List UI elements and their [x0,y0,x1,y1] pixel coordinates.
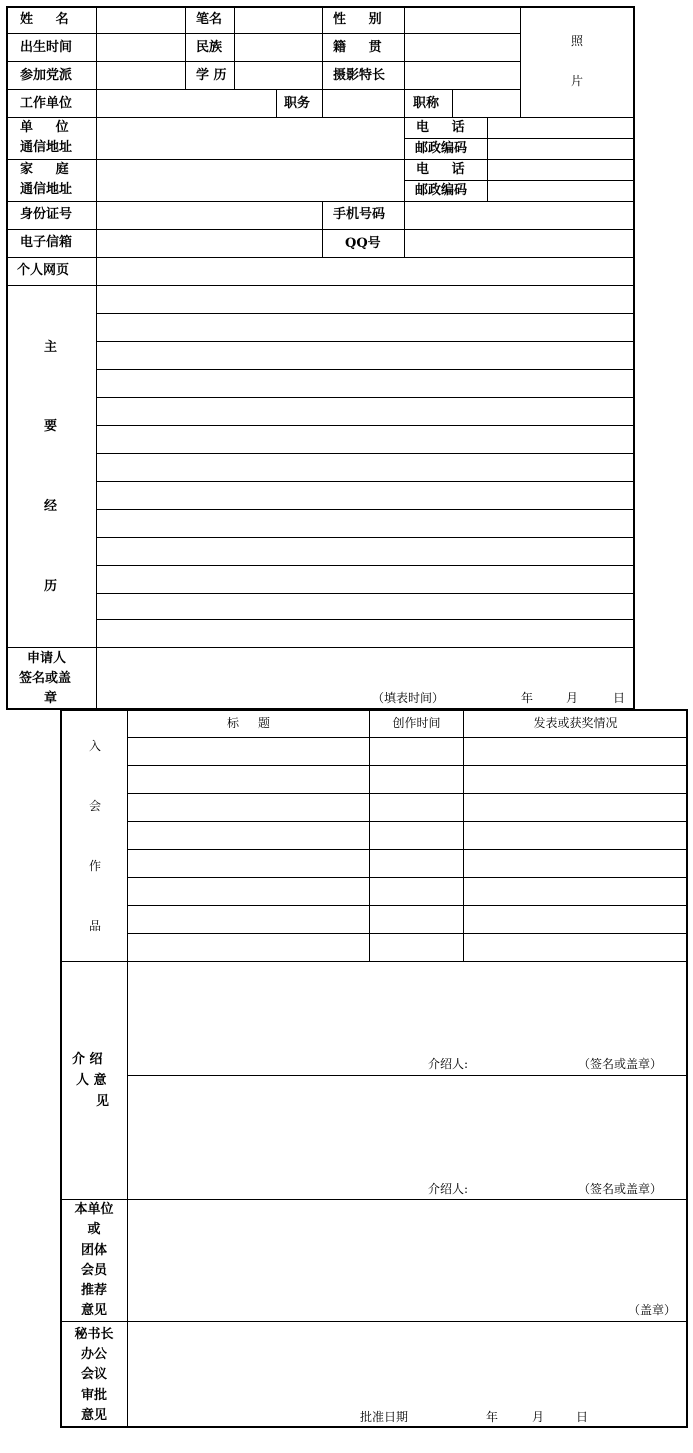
photo-label-1: 照 [571,34,584,48]
unit-recommend-label-1: 本单位 [74,1202,114,1217]
introducer-opinion-label-1: 介 绍 [72,1052,103,1067]
home-address-field[interactable] [97,160,404,201]
label-experience-1: 主 [44,340,58,355]
label-experience-3: 经 [44,499,58,514]
label-home-address-1: 家 庭 [20,162,69,177]
month-label: 月 [566,691,579,705]
introducer-opinion-label-3: 见 [96,1094,110,1109]
label-specialty: 摄影特长 [333,68,386,83]
col-divider [185,7,186,89]
sign-seal-label-2: （签名或盖章） [578,1182,663,1196]
unit-recommend-label-4: 会员 [80,1263,107,1278]
label-phone-home: 电 话 [416,162,465,177]
label-email: 电子信箱 [20,235,73,250]
works-table-body[interactable] [128,738,687,961]
label-native-place: 籍 贯 [333,40,382,55]
qq-field[interactable] [405,230,634,257]
applicant-signature-field[interactable] [97,648,367,708]
home-phone-field[interactable] [488,160,634,180]
label-id-card: 身份证号 [20,207,73,222]
name-field[interactable] [97,7,185,33]
label-experience-2: 要 [44,419,58,434]
introducer-opinion-field-1[interactable] [128,962,687,1075]
col-divider [404,117,405,201]
col-divider [322,7,323,89]
approve-day-label: 日 [576,1410,589,1424]
label-applicant-sign-1: 申请人 [27,651,67,666]
year-label: 年 [521,691,534,705]
sign-seal-label-1: （签名或盖章） [578,1057,663,1071]
position-field[interactable] [323,90,404,117]
title-field[interactable] [453,90,520,117]
experience-field[interactable] [97,286,634,647]
introducer-opinion-field-2[interactable] [128,1076,687,1199]
secretary-label-4: 审批 [80,1388,107,1403]
col-header-time: 创作时间 [392,716,441,730]
label-postcode-home: 邮政编码 [415,183,468,198]
photo-area[interactable] [521,7,634,117]
label-homepage: 个人网页 [17,263,70,278]
unit-recommend-label-6: 意见 [80,1303,107,1318]
id-card-field[interactable] [97,202,322,229]
col-header-award: 发表或获奖情况 [533,716,618,730]
label-ethnicity: 民族 [196,40,223,55]
label-birth: 出生时间 [20,40,73,55]
workplace-field[interactable] [97,90,276,117]
secretary-label-5: 意见 [80,1408,107,1423]
works-label-2: 会 [89,799,102,813]
unit-recommend-field[interactable] [128,1200,687,1321]
label-work-address-2: 通信地址 [20,140,73,155]
label-phone-work: 电 话 [416,120,465,135]
native-place-field[interactable] [405,34,520,61]
label-postcode-work: 邮政编码 [415,141,468,156]
secretary-label-1: 秘书长 [74,1327,114,1342]
label-work-address-1: 单 位 [20,120,69,135]
mobile-field[interactable] [405,202,634,229]
label-qq: QQ号 [345,236,381,251]
works-label-3: 作 [89,859,102,873]
label-applicant-sign-2: 签名或盖 [19,671,72,686]
ethnicity-field[interactable] [235,34,322,61]
unit-recommend-label-3: 团体 [80,1243,107,1258]
label-party: 参加党派 [20,68,73,83]
introducer-label-1: 介绍人: [428,1057,469,1071]
label-pen-name: 笔名 [196,12,223,27]
gender-field[interactable] [405,7,520,33]
works-label-4: 品 [89,919,102,933]
label-mobile: 手机号码 [333,207,386,222]
email-field[interactable] [97,230,322,257]
col-header-title: 标 题 [226,716,271,730]
day-label: 日 [613,691,626,705]
approve-date-label: 批准日期 [360,1410,409,1424]
label-home-address-2: 通信地址 [20,182,73,197]
label-education: 学 历 [196,68,227,83]
label-title: 职称 [413,96,440,111]
work-postcode-field[interactable] [488,139,634,159]
works-label-1: 入 [89,739,102,753]
specialty-field[interactable] [405,62,520,89]
introducer-opinion-label-2: 人 意 [76,1073,107,1088]
fill-time-label: （填表时间） [372,691,445,705]
homepage-field[interactable] [97,258,634,285]
work-address-field[interactable] [97,118,404,159]
pen-name-field[interactable] [235,7,322,33]
education-field[interactable] [235,62,322,89]
approve-year-label: 年 [486,1410,499,1424]
col-divider [276,89,277,117]
birth-field[interactable] [97,34,185,61]
label-applicant-sign-3: 章 [44,691,58,706]
seal-label: （盖章） [628,1303,677,1317]
approve-month-label: 月 [532,1410,545,1424]
photo-label-2: 片 [571,74,584,88]
work-phone-field[interactable] [488,118,634,138]
introducer-label-2: 介绍人: [428,1182,469,1196]
label-experience-4: 历 [44,579,58,594]
label-name: 姓 名 [20,12,69,27]
unit-recommend-label-5: 推荐 [80,1283,107,1298]
label-gender: 性 别 [333,12,382,27]
secretary-label-3: 会议 [80,1367,107,1382]
col-divider [404,89,405,117]
home-postcode-field[interactable] [488,181,634,201]
secretary-approval-field[interactable] [128,1322,687,1427]
label-position: 职务 [284,96,311,111]
unit-recommend-label-2: 或 [87,1222,101,1237]
label-workplace: 工作单位 [20,96,73,111]
secretary-label-2: 办公 [80,1347,107,1362]
col-divider [322,201,323,257]
party-field[interactable] [97,62,185,89]
